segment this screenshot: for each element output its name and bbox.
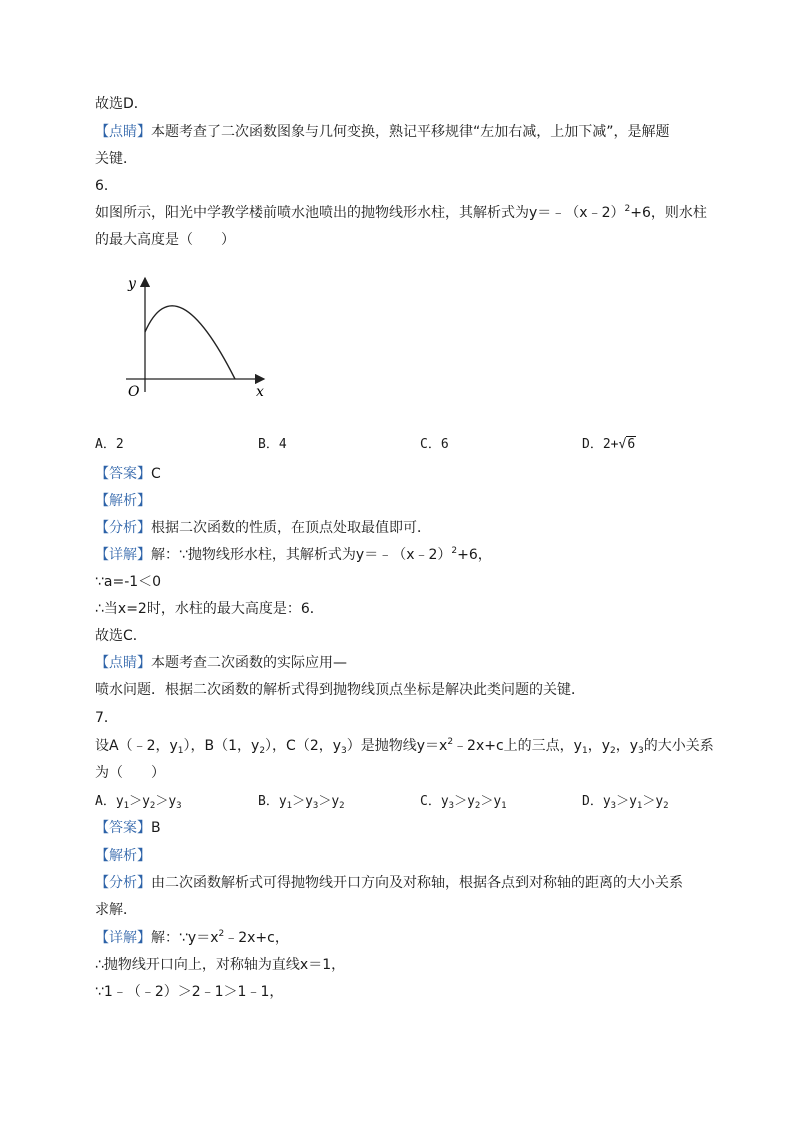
q7-answer-value: B: [151, 820, 161, 836]
q6-option-b-text: B．4: [258, 437, 287, 452]
q7-stem-sup: 2: [447, 737, 454, 747]
opt-part: C．y: [420, 794, 449, 809]
q7-stem-part: ），C（2，y: [265, 738, 342, 754]
q6-option-a: [95, 435, 124, 455]
dianjing-tag: 【点睛】: [95, 124, 151, 140]
q7-stem-part: ），B（1，y: [183, 738, 260, 754]
q6-xiangjie: [95, 545, 492, 565]
q6-number: [95, 176, 118, 196]
q6-option-a-text: A．2: [95, 437, 124, 452]
q7-stem-sub: 2: [610, 746, 616, 756]
q6-stem-l2-text: 的最大高度是（ ）: [95, 232, 235, 248]
y-axis-label: y: [128, 276, 136, 292]
q7-option-a: [95, 792, 182, 812]
q7-step2: [95, 982, 283, 1002]
q7-step2-text: ∵1﹣（﹣2）＞2﹣1＞1﹣1，: [95, 984, 284, 1000]
dianjing-text-cont: 关键．: [95, 151, 137, 167]
q7-stem-part: ）是抛物线y＝x: [346, 738, 448, 754]
parabola-figure: [118, 268, 273, 403]
x-axis-label: x: [256, 384, 264, 400]
q7-stem-sub: 1: [177, 746, 184, 756]
opt-part: ＞y: [454, 794, 475, 809]
q7-step1: [95, 955, 345, 975]
q7-xiangjie: [95, 928, 289, 948]
q6-xiangjie-b: +6，: [457, 547, 492, 563]
dianjing-tag: 【点睛】: [95, 655, 151, 671]
q7-stem-sub: 3: [341, 746, 347, 756]
q7-xiangjie-a: 解：∵y＝x: [151, 930, 219, 946]
dianjing-text: 本题考查了二次函数图象与几何变换，熟记平移规律“左加右减，上加下减”，是解题: [151, 124, 670, 140]
q7-number-text: 7．: [95, 710, 118, 726]
q7-fenxi: [95, 873, 683, 893]
q6-option-d-radicand: 6: [627, 437, 636, 452]
opt-sub: 1: [636, 801, 643, 811]
fenxi-tag: 【分析】: [95, 520, 151, 536]
fenxi-tag: 【分析】: [95, 875, 151, 891]
q7-fenxi-text-cont: 求解．: [95, 902, 137, 918]
q7-option-d: [582, 792, 669, 812]
sqrt-symbol: √6: [618, 437, 636, 452]
q7-stem-sub: 3: [638, 746, 644, 756]
opt-sub: 2: [339, 801, 345, 811]
opt-sub: 3: [176, 801, 182, 811]
q6-stem-l2: [95, 230, 235, 250]
prev-choose-text: 故选D．: [95, 96, 148, 112]
opt-part: ＞y: [292, 794, 313, 809]
q6-fenxi-text: 根据二次函数的性质，在顶点处取最值即可．: [151, 520, 431, 536]
q6-stem-a: 如图所示，阳光中学教学楼前喷水池喷出的抛物线形水柱，其解析式为y＝﹣（x﹣2）: [95, 205, 625, 221]
q6-step2: [95, 599, 324, 619]
parabola-curve: [145, 306, 235, 379]
q7-stem-l2: [95, 763, 165, 783]
q6-option-b: [258, 435, 287, 455]
q7-stem-sub: 1: [581, 746, 588, 756]
q7-stem-l2-text: 为（ ）: [95, 765, 165, 781]
opt-sub: 2: [663, 801, 669, 811]
q6-option-c: [420, 435, 449, 455]
q6-stem: [95, 203, 707, 223]
opt-sub: 3: [448, 801, 455, 811]
xiangjie-tag: 【详解】: [95, 930, 151, 946]
q6-dianjing-text: 本题考查二次函数的实际应用—: [151, 655, 347, 671]
opt-sub: 1: [501, 801, 507, 811]
q6-stem-b: +6，则水柱: [630, 205, 707, 221]
q7-stem-part: ，y: [615, 738, 639, 754]
q7-fenxi-cont: [95, 900, 137, 920]
answer-tag: 【答案】: [95, 820, 151, 836]
analysis-tag: 【解析】: [95, 493, 151, 509]
q7-option-c: [420, 792, 507, 812]
opt-part: ＞y: [616, 794, 637, 809]
q6-stem-sup: 2: [624, 204, 631, 214]
origin-label: O: [128, 384, 140, 400]
q7-stem: [95, 736, 714, 756]
prev-dianjing: [95, 122, 670, 142]
q7-fenxi-text: 由二次函数解析式可得抛物线开口方向及对称轴，根据各点到对称轴的距离的大小关系: [151, 875, 683, 891]
q6-xiangjie-a: 解：∵抛物线形水柱，其解析式为y＝﹣（x﹣2）: [151, 547, 452, 563]
q7-analysis: [95, 846, 151, 866]
xiangjie-tag: 【详解】: [95, 547, 151, 563]
prev-dianjing-cont: [95, 149, 137, 169]
q6-answer: [95, 464, 161, 484]
q7-stem-sub: 2: [259, 746, 266, 756]
q7-stem-part: 设A（﹣2，y: [95, 738, 178, 754]
analysis-tag: 【解析】: [95, 848, 151, 864]
opt-part: ＞y: [480, 794, 502, 809]
opt-sub: 2: [474, 801, 481, 811]
opt-sub: 1: [286, 801, 293, 811]
q6-dianjing-text-cont: 喷水问题．根据二次函数的解析式得到抛物线顶点坐标是解决此类问题的关键．: [95, 682, 585, 698]
opt-part: B．y: [258, 794, 287, 809]
q6-option-c-text: C．6: [420, 437, 449, 452]
opt-sub: 3: [312, 801, 319, 811]
prev-choose: [95, 94, 148, 114]
q7-number: [95, 708, 118, 728]
q6-number-text: 6．: [95, 178, 118, 194]
q6-answer-value: C: [151, 466, 161, 482]
q6-option-d-prefix: D．2+: [582, 437, 619, 452]
q6-choose: [95, 626, 147, 646]
opt-part: A．y: [95, 794, 124, 809]
opt-part: ＞y: [155, 794, 177, 809]
q6-dianjing-cont: [95, 680, 585, 700]
opt-part: ＞y: [318, 794, 340, 809]
q7-step1-text: ∴抛物线开口向上，对称轴为直线x＝1，: [95, 957, 346, 973]
opt-sub: 1: [123, 801, 130, 811]
q6-fenxi: [95, 518, 431, 538]
q7-xiangjie-b: ﹣2x+c，: [224, 930, 289, 946]
q6-option-d: [582, 435, 636, 455]
answer-tag: 【答案】: [95, 466, 151, 482]
q6-xiangjie-sup: 2: [451, 546, 458, 556]
q7-stem-part: ﹣2x+c上的三点，y: [453, 738, 582, 754]
q7-stem-part: 的大小关系: [643, 738, 714, 754]
opt-part: D．y: [582, 794, 611, 809]
q6-step1-text: ∵a=-1＜0: [95, 574, 162, 590]
q6-step1: [95, 572, 161, 592]
q6-dianjing: [95, 653, 347, 673]
q7-option-b: [258, 792, 345, 812]
q7-stem-part: ，y: [587, 738, 610, 754]
opt-sub: 2: [149, 801, 156, 811]
opt-part: ＞y: [642, 794, 664, 809]
opt-sub: 3: [610, 801, 617, 811]
q6-choose-text: 故选C．: [95, 628, 147, 644]
q6-step2-text: ∴当x=2时，水柱的最大高度是：6．: [95, 601, 324, 617]
opt-part: ＞y: [129, 794, 150, 809]
q7-xiangjie-sup: 2: [218, 929, 225, 939]
q7-answer: [95, 818, 161, 838]
q6-analysis: [95, 491, 151, 511]
